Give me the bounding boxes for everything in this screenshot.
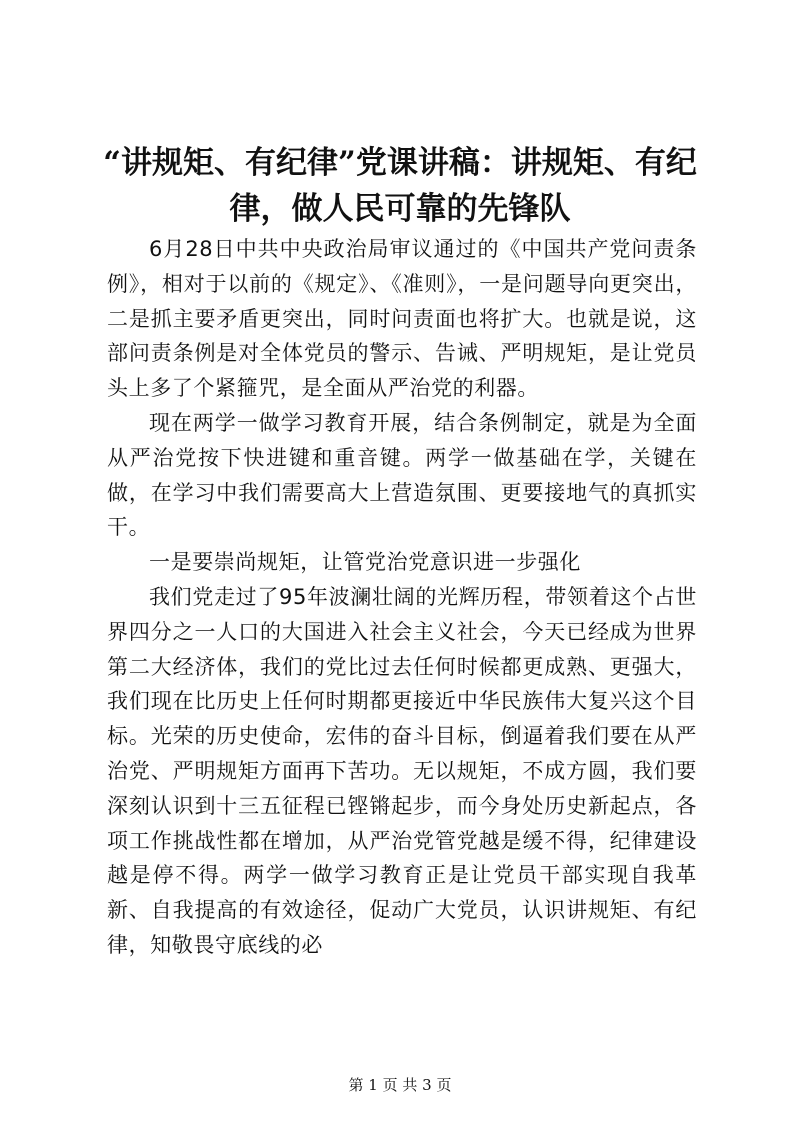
page-footer: 第 1 页 共 3 页 (348, 1076, 452, 1094)
document-body (107, 232, 697, 963)
paragraph-1: 6月28日中共中央政治局审议通过的《中国共产党问责条例》，相对于以前的《规定》、《准则》，一是问题导向更突出，二是抓主要矛盾更突出，同时问责面也将扩大。也就是说，这部问责条例是对全体党员的警示、告诫、严明规矩，是让党员头上多了个紧箍咒，是全面从严治党的利器。 (107, 237, 697, 401)
section-heading-1: 一是要崇尚规矩，让管党治党意识进一步强化 (149, 550, 581, 575)
document-title: “讲规矩、有纪律”党课讲稿：讲规矩、有纪律，做人民可靠的先锋队 (103, 145, 697, 227)
paragraph-2: 现在两学一做学习教育开展，结合条例制定，就是为全面从严治党按下快进键和重音键。两学一做基础在学，关键在做，在学习中我们需要高大上营造氛围、更要接地气的真抓实干。 (107, 410, 697, 540)
paragraph-3: 我们党走过了95年波澜壮阔的光辉历程，带领着这个占世界四分之一人口的大国进入社会主义社会，今天已经成为世界第二大经济体，我们的党比过去任何时候都更成熟、更强大，我们现在比历史上任何时期都更接近中华民族伟大复兴这个目标。光荣的历史使命，宏伟的奋斗目标，倒逼着我们要在从严治党、严明规矩方面再下苦功。无以规矩，不成方圆，我们要深刻认识到十三五征程已铿锵起步，而今身处历史新起点，各项工作挑战性都在增加，从严治党管党越是缓不得，纪律建设越是停不得。两学一做学习教育正是让党员干部实现自我革新、自我提高的有效途径，促动广大党员，认识讲规矩、有纪律，知敬畏守底线的必 (107, 584, 697, 957)
